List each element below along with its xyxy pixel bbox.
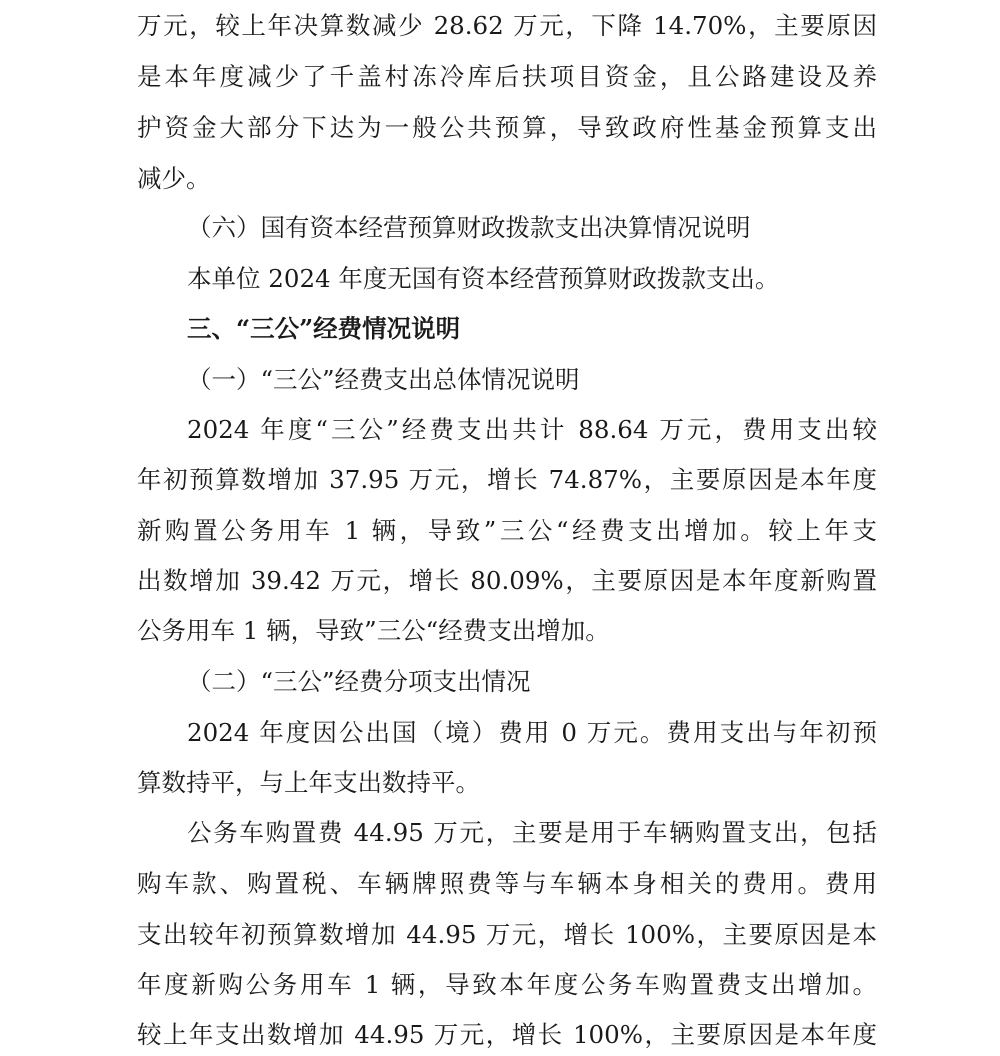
section-heading-1: （一）“三公”经费支出总体情况说明 xyxy=(187,365,580,394)
paragraph-line: 本单位 2024 年度无国有资本经营预算财政拨款支出。 xyxy=(187,264,780,293)
paragraph-line: 2024 年度“三公”经费支出共计 88.64 万元，费用支出较 xyxy=(187,415,877,444)
chapter-heading-3: 三、“三公”经费情况说明 xyxy=(187,314,461,343)
paragraph-line: 新购置公务用车 1 辆，导致”三公“经费支出增加。较上年支 xyxy=(137,516,877,545)
paragraph-line: 2024 年度因公出国（境）费用 0 万元。费用支出与年初预 xyxy=(187,718,877,747)
paragraph-line: 年初预算数增加 37.95 万元，增长 74.87%，主要原因是本年度 xyxy=(137,465,877,494)
paragraph-line: 年度新购公务用车 1 辆，导致本年度公务车购置费支出增加。 xyxy=(137,970,877,999)
paragraph-line: 较上年支出数增加 44.95 万元，增长 100%，主要原因是本年度 xyxy=(137,1020,877,1049)
paragraph-line: 出数增加 39.42 万元，增长 80.09%，主要原因是本年度新购置 xyxy=(137,566,877,595)
paragraph-line: 公务用车 1 辆，导致”三公“经费支出增加。 xyxy=(137,616,610,645)
paragraph-line: 是本年度减少了千盖村冻冷库后扶项目资金，且公路建设及养 xyxy=(137,62,877,91)
paragraph-line: 购车款、购置税、车辆牌照费等与车辆本身相关的费用。费用 xyxy=(137,869,877,898)
section-heading-6: （六）国有资本经营预算财政拨款支出决算情况说明 xyxy=(187,213,751,242)
paragraph-line: 算数持平，与上年支出数持平。 xyxy=(137,768,480,797)
section-heading-2: （二）“三公”经费分项支出情况 xyxy=(187,667,531,696)
paragraph-line: 公务车购置费 44.95 万元，主要是用于车辆购置支出，包括 xyxy=(187,818,877,847)
paragraph-line: 支出较年初预算数增加 44.95 万元，增长 100%，主要原因是本 xyxy=(137,920,877,949)
paragraph-line: 护资金大部分下达为一般公共预算，导致政府性基金预算支出 xyxy=(137,113,877,142)
paragraph-line: 减少。 xyxy=(137,164,211,193)
paragraph-line: 万元，较上年决算数减少 28.62 万元，下降 14.70%，主要原因 xyxy=(137,11,877,40)
